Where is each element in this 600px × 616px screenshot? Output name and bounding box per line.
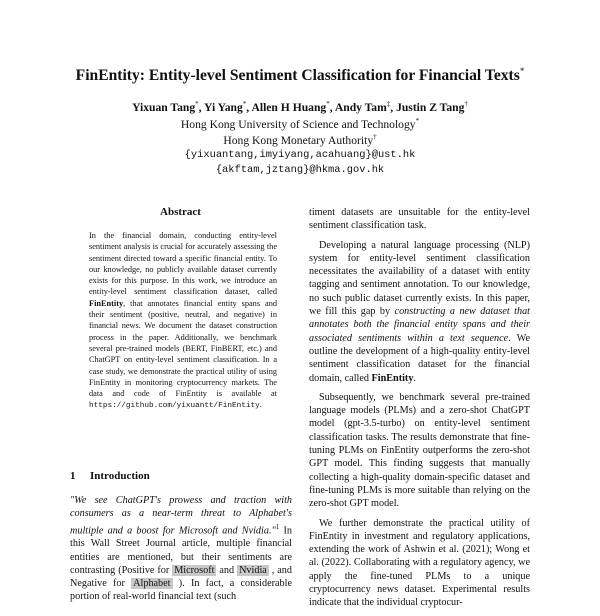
footnote-mark: 1 [275, 522, 280, 531]
abstract-heading: Abstract [160, 206, 201, 218]
dataset-name: FinEntity [89, 298, 124, 308]
entity-highlight-microsoft: Microsoft [174, 564, 215, 576]
paper-title-text: FinEntity: Entity-level Sentiment Classification for Financial Texts [75, 67, 520, 85]
email-ust: {yixuantang,imyiyang,acahuang}@ust.hk [184, 149, 416, 161]
right-column [309, 206, 530, 616]
title-footnote-mark: * [519, 66, 525, 76]
introduction-body: "We see ChatGPT's prowess and traction with consumers as a near-term threat to Alphabet's multiple and a boost for Microsoft and Nvidia."$^1$ In this Wall Street Journal article, multiple financial entities are mentioned, but their sentiments are contrasting (Positive for Microsoft and Nvidia , and Negative for Alphabet ). In fact, a considerable portion of real-world financial text (such [70, 495, 292, 603]
repo-link[interactable]: https://github.com/yixuantt/FinEntity [89, 402, 260, 411]
introduction-heading [70, 470, 150, 482]
paragraph-dataset: Developing a natural language processing (NLP) system for entity-level sentiment classification necessitates the availability of a dataset with entity tagging and sentiment annotation. To our knowledge, no such public dataset currently exists. In this paper, we fill this gap by constructing a new dataset that annotates both the financial entity spans and their associated sentiments within a text sequence. We outline the development of a high-quality entity-level sentiment classification dataset for the financial domain, called FinEntity. [309, 239, 531, 384]
entity-highlight-alphabet: Alphabet [133, 578, 171, 590]
paragraph-application: We further demonstrate the practical utility of FinEntity in investment and regulatory applications, extending the work of Ashwin et al. (2021); Wong et al. (2022). Collaborating with a regulatory agency, we apply the fine-tuned PLMs to a unique cryptocurrency news dataset. Experimental results indicate that the individual cryptocur- [309, 517, 530, 609]
email-hkma: {akftam,jztang}@hkma.gov.hk [215, 164, 385, 176]
affiliation-ust: Hong Kong University of Science and Technology* [180, 117, 420, 131]
author: Yixuan Tang*, [132, 100, 205, 114]
paper-title [40, 66, 560, 85]
section-number: 1 [70, 470, 76, 482]
author: Andy Tam‡, [334, 100, 397, 114]
wsj-quote: "We see ChatGPT's prowess and traction with consumers as a near-term threat to Alphabet's multiple and a boost for Microsoft and Nvidia." [70, 495, 292, 536]
entity-highlight-nvidia: Nvidia [239, 564, 267, 576]
dataset-name: FinEntity [371, 372, 414, 384]
contribution-emphasis: constructing a new dataset that annotates both the financial entity spans and their associated sentiments within a text sequence [309, 306, 530, 344]
abstract-section [78, 206, 283, 413]
abstract-body: In the financial domain, conducting entity-level sentiment analysis is crucial for accurately assessing the sentiment directed toward a specific financial entity. To our knowledge, no publicly available dataset currently exists for this purpose. In this work, we introduce an entity-level sentiment classification dataset, called FinEntity, that annotates financial entity spans and their sentiment (positive, neutral, and negative) in financial news. We document the dataset construction process in the paper. Additionally, we benchmark several pre-trained models (BERT, FinBERT, etc.) and ChatGPT on entity-level sentiment classification. In a case study, we demonstrate the practical utility of using FinEntity in monitoring cryptocurrency markets. The data and code of FinEntity is available at https://github.com/yixuantt/FinEntity. [89, 231, 277, 411]
author: Yi Yang*, [204, 100, 252, 114]
author: Justin Z Tang† [396, 100, 468, 114]
author-list [40, 100, 560, 114]
section-title: Introduction [90, 470, 150, 482]
author: Allen H Huang*, [251, 100, 335, 114]
paragraph-benchmark: Subsequently, we benchmark several pre-trained language models (PLMs) and a zero-shot ChatGPT model (gpt-3.5-turbo) on entity-level sentiment classification tasks. The results demonstrate that fine-tuning PLMs on FinEntity outperforms the zero-shot GPT model. This finding suggests that manually collecting a high-quality domain-specific dataset and fine-tuning PLMs is more suitable than relying on the zero-shot GPT model. [309, 391, 530, 510]
affiliation-hkma: Hong Kong Monetary Authority† [223, 133, 377, 147]
paragraph-continuation: timent datasets are unsuitable for the entity-level sentiment classification task. [309, 207, 530, 232]
